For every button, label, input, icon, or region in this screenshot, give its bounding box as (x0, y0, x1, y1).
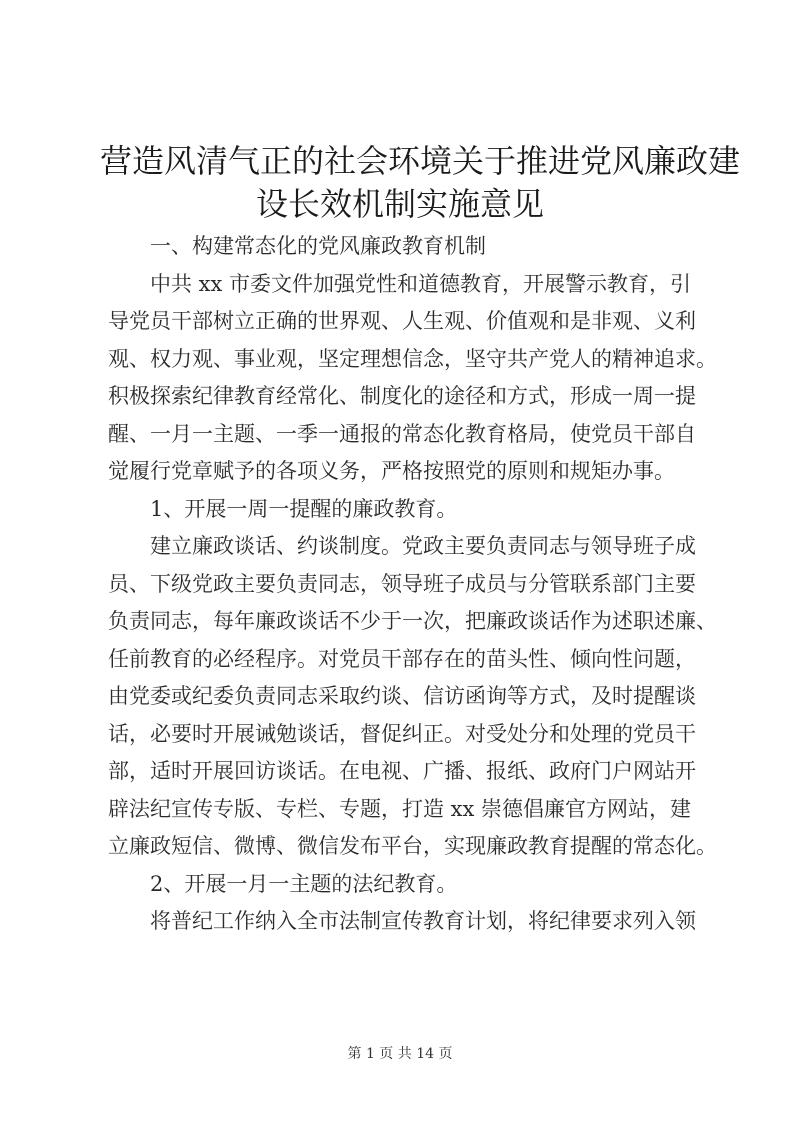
body-line: 任前教育的必经程序。对党员干部存在的苗头性、倾向性问题， (108, 646, 696, 671)
body-line: 员、下级党政主要负责同志，领导班子成员与分管联系部门主要 (108, 571, 696, 596)
body-line: 负责同志，每年廉政谈话不少于一次，把廉政谈话作为述职述廉、 (108, 609, 717, 633)
section-heading: 一、构建常态化的党风廉政教育机制 (150, 234, 486, 258)
document-body (108, 228, 717, 941)
body-line: 将普纪工作纳入全市法制宣传教育计划，将纪律要求列入领 (150, 909, 696, 933)
body-line: 中共 xx 市委文件加强党性和道德教育，开展警示教育，引 (150, 271, 692, 296)
subheading: 2、开展一月一主题的法纪教育。 (150, 871, 458, 896)
title-line-2: 设长效机制实施意见 (255, 185, 544, 223)
body-line: 话，必要时开展诫勉谈话，督促纠正。对受处分和处理的党员干 (108, 721, 696, 746)
body-line: 建立廉政谈话、约谈制度。党政主要负责同志与领导班子成 (150, 534, 696, 558)
body-line: 观、权力观、事业观，坚定理想信念，坚守共产党人的精神追求。 (108, 346, 717, 371)
title-line-1: 营造风清气正的社会环境关于推进党风廉政建 (100, 142, 741, 180)
body-line: 醒、一月一主题、一季一通报的常态化教育格局，使党员干部自 (108, 421, 696, 446)
body-line: 由党委或纪委负责同志采取约谈、信访函询等方式，及时提醒谈 (108, 684, 696, 708)
body-line: 觉履行党章赋予的各项义务，严格按照党的原则和规矩办事。 (108, 459, 675, 483)
body-line: 部，适时开展回访谈话。在电视、广播、报纸、政府门户网站开 (108, 759, 696, 783)
subheading: 1、开展一周一提醒的廉政教育。 (150, 496, 458, 521)
page-number-footer: 第 1 页 共 14 页 (347, 1046, 453, 1062)
body-line: 积极探索纪律教育经常化、制度化的途径和方式，形成一周一提 (108, 384, 696, 408)
body-line: 立廉政短信、微博、微信发布平台，实现廉政教育提醒的常态化。 (108, 834, 717, 858)
body-line: 导党员干部树立正确的世界观、人生观、价值观和是非观、义利 (108, 309, 696, 333)
document-title (100, 140, 741, 226)
body-line: 辟法纪宣传专版、专栏、专题，打造 xx 崇德倡廉官方网站，建 (108, 796, 692, 821)
